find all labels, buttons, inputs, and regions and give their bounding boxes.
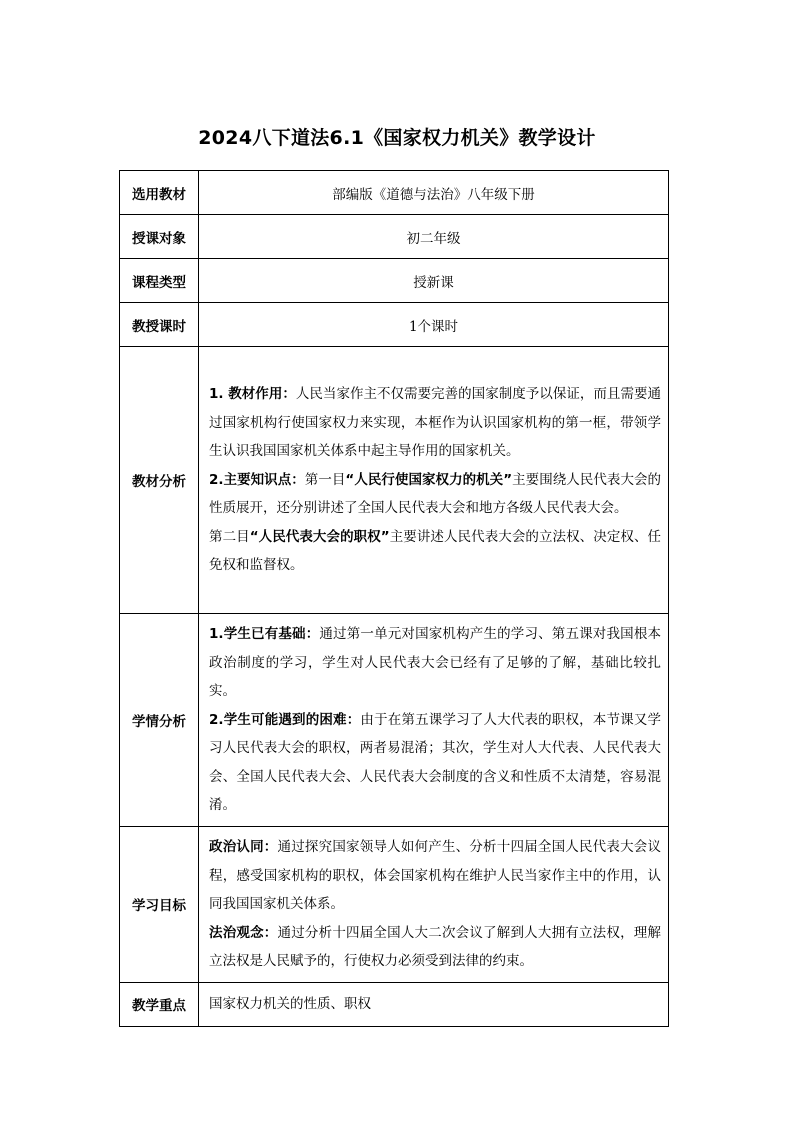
label-key-points: 教学重点 [120,982,199,1026]
label-objectives: 学习目标 [120,827,199,983]
content-analysis [199,347,669,614]
students-paragraph-2 [209,706,661,820]
analysis-p3-quote: “人民代表大会的职权” [249,528,390,545]
objectives-paragraph-2 [209,919,661,976]
row-audience [120,215,669,259]
lesson-plan-table [119,170,669,1027]
content-objectives [199,827,669,983]
value-lesson-type: 授新课 [199,259,669,303]
analysis-p3-text-b: 主要讲述人民代表大会的立法权、决定权、任免权和监督权。 [209,528,662,574]
objectives-p2-lead: 法治观念： [209,924,278,941]
row-lesson-type [120,259,669,303]
analysis-paragraph-2 [209,466,661,523]
value-hours: 1个课时 [199,303,669,347]
content-students [199,614,669,827]
analysis-paragraph-3 [209,523,661,580]
analysis-p3-text-a: 第二目 [209,528,250,545]
row-objectives [120,827,669,983]
analysis-p2-text-b: 主要围绕人民代表大会的性质展开，还分别讲述了全国人民代表大会和地方各级人民代表大会。 [209,471,662,517]
analysis-p1-lead: 1. 教材作用： [209,386,296,403]
analysis-paragraph-1 [209,380,661,466]
row-students [120,614,669,827]
students-p2-lead: 2.学生可能遇到的困难： [209,711,361,728]
row-key-points [120,982,669,1026]
objectives-p2-text: 通过分析十四届全国人大二次会议了解到人大拥有立法权，理解立法权是人民赋予的，行使权力必须受到法律的约束。 [209,924,661,969]
analysis-p2-quote: “人民行使国家权力的机关” [345,471,513,488]
row-textbook [120,171,669,215]
students-p1-text: 通过第一单元对国家机构产生的学习、第五课对我国根本政治制度的学习，学生对人民代表大会已经有了足够的了解，基础比较扎实。 [209,626,661,700]
analysis-p2-text-a: 第一目 [304,471,346,488]
objectives-p1-lead: 政治认同： [209,839,278,855]
document-title: 2024八下道法6.1《国家权力机关》教学设计 [198,127,596,149]
objectives-p1-text: 通过探究国家领导人如何产生、分析十四届全国人民代表大会议程，感受国家机构的职权，体会国家机构在维护人民当家作主中的作用，认同我国国家机关体系。 [209,839,661,912]
label-lesson-type: 课程类型 [120,259,199,303]
label-hours: 教授课时 [120,303,199,347]
label-students: 学情分析 [120,614,199,827]
label-analysis: 教材分析 [120,347,199,614]
analysis-p2-lead: 2.主要知识点： [209,471,305,488]
objectives-paragraph-1 [209,833,661,919]
students-p1-lead: 1.学生已有基础： [209,626,320,643]
value-textbook: 部编版《道德与法治》八年级下册 [199,171,669,215]
label-textbook: 选用教材 [120,171,199,215]
value-key-points: 国家权力机关的性质、职权 [199,982,669,1026]
label-audience: 授课对象 [120,215,199,259]
students-p2-text: 由于在第五课学习了人大代表的职权，本节课又学习人民代表大会的职权，两者易混淆；其次，学生对人大代表、人民代表大会、全国人民代表大会、人民代表大会制度的含义和性质不太清楚，容易混淆。 [209,711,661,814]
row-analysis [120,347,669,614]
row-hours [120,303,669,347]
students-paragraph-1 [209,620,661,706]
analysis-p1-text: 人民当家作主不仅需要完善的国家制度予以保证，而且需要通过国家机构行使国家权力来实现，本框作为认识国家机构的第一框，带领学生认识我国国家机关体系中起主导作用的国家机关。 [209,386,661,460]
value-audience: 初二年级 [199,215,669,259]
